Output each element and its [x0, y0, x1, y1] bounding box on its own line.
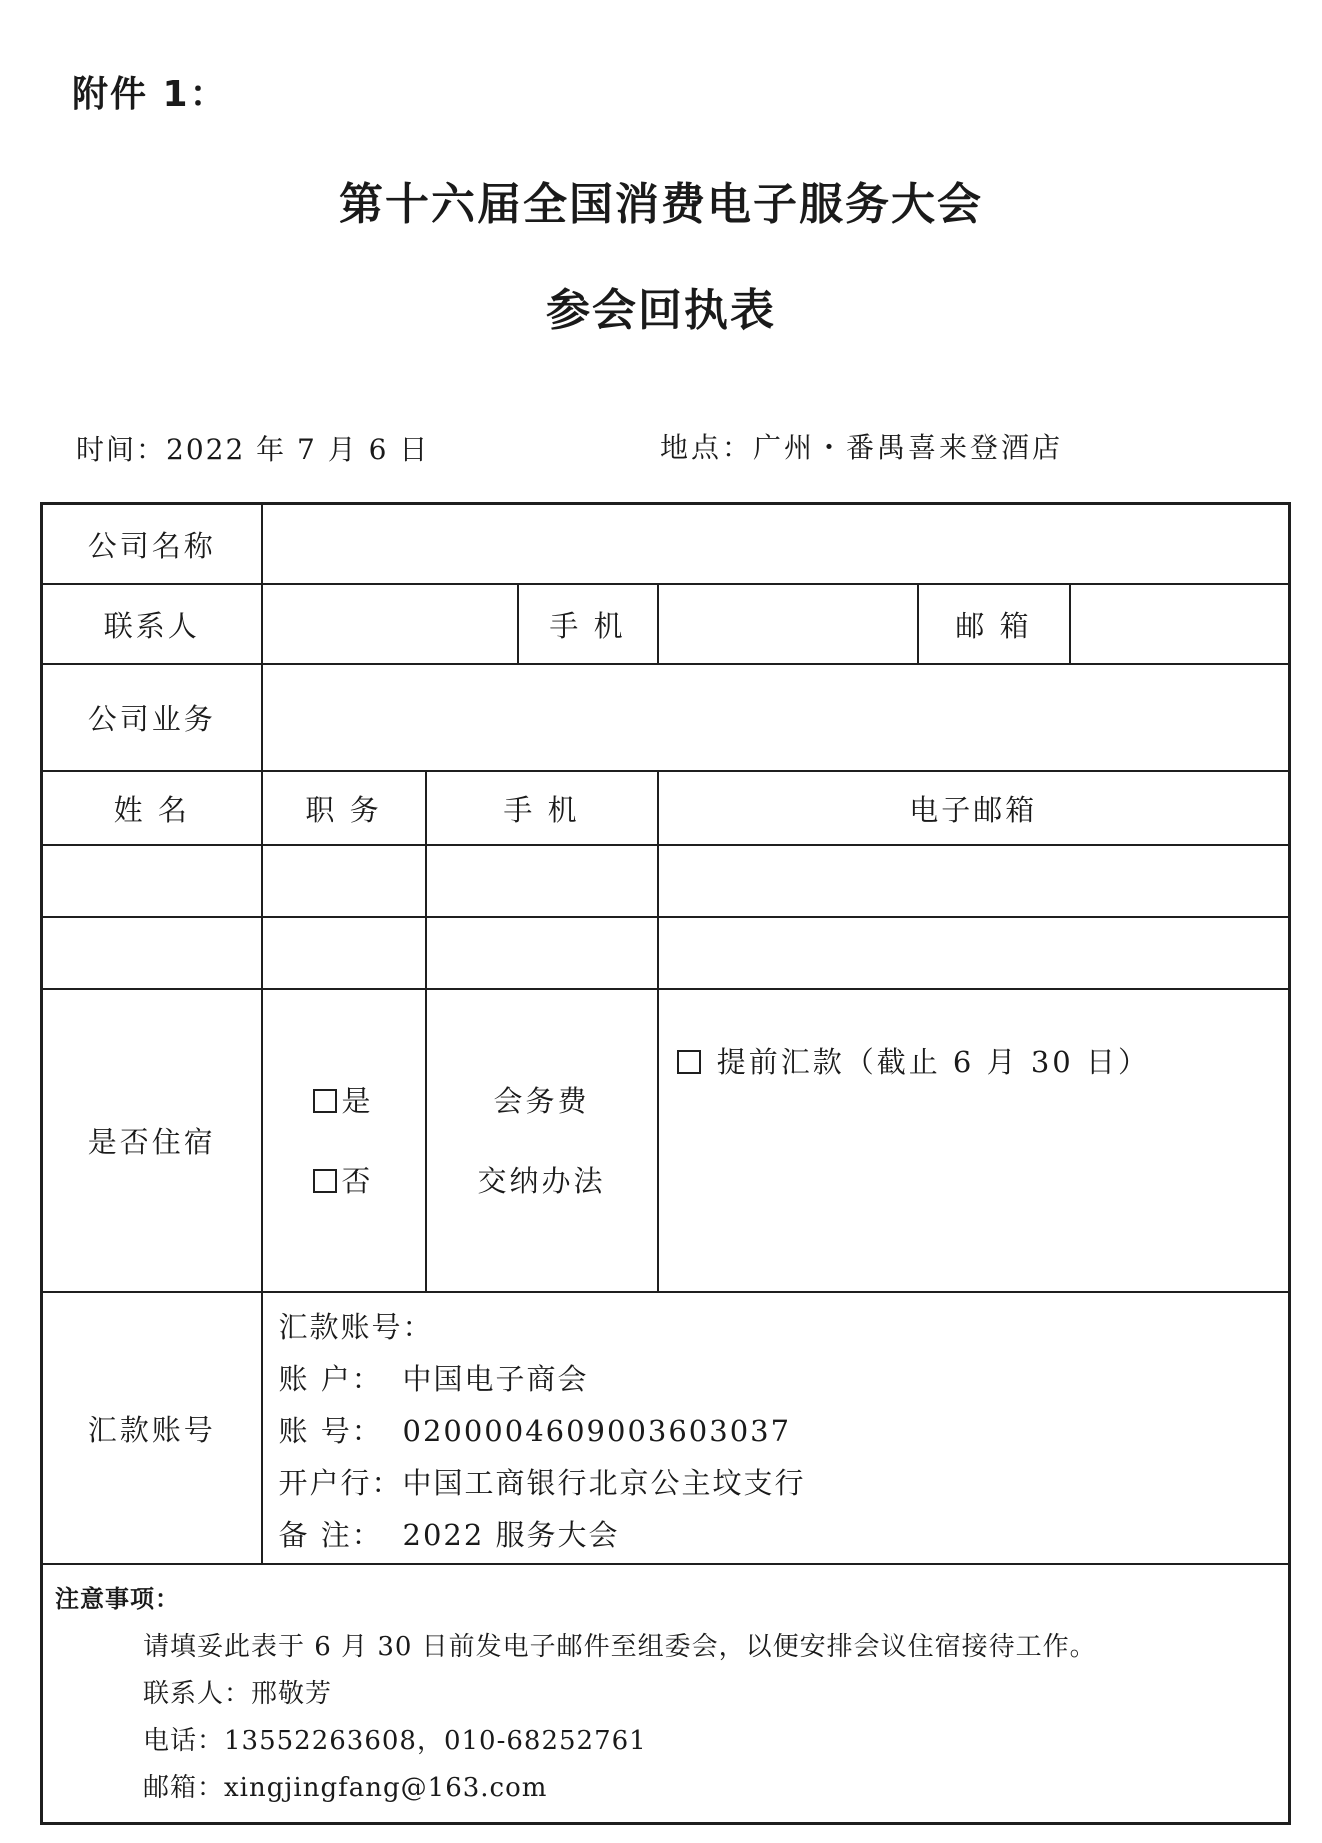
bank-account-name-key: 账 户：	[278, 1362, 383, 1396]
bank-name-line	[279, 1457, 1289, 1509]
bank-row	[42, 1292, 1290, 1564]
business-field[interactable]	[262, 664, 1290, 771]
notes-phone: 电话：13552263608，010-68252761	[143, 1726, 647, 1756]
attachment-label: 附件 1：	[72, 74, 228, 115]
bank-account-name: 中国电子商会	[402, 1362, 589, 1396]
prepay-label: 提前汇款（截止 6 月 30 日）	[716, 1045, 1150, 1079]
attendee-name-field[interactable]	[42, 845, 262, 917]
meeting-time: 时间：2022 年 7 月 6 日	[76, 433, 430, 466]
notes-contact: 联系人：邢敬芳	[143, 1679, 333, 1709]
company-name-field[interactable]	[262, 504, 1290, 585]
attendee-row	[42, 845, 1290, 917]
stay-no-option[interactable]	[263, 1141, 425, 1221]
attendee-email-field[interactable]	[658, 845, 1290, 917]
notes-instruction: 请填妥此表于 6 月 30 日前发电子邮件至组委会，以便安排会议住宿接待工作。	[143, 1632, 1097, 1662]
bank-remark-line	[279, 1509, 1289, 1561]
business-row	[42, 664, 1290, 771]
stay-options	[262, 989, 426, 1292]
notes-title: 注意事项：	[55, 1585, 180, 1613]
checkbox-icon[interactable]	[313, 1089, 337, 1113]
email-field[interactable]	[1070, 584, 1290, 664]
bank-account-name-line	[279, 1353, 1289, 1405]
business-label: 公司业务	[42, 664, 262, 771]
stay-label: 是否住宿	[42, 989, 262, 1292]
bank-account-no-key: 账 号：	[278, 1414, 383, 1448]
attendee-email-header: 电子邮箱	[658, 771, 1290, 845]
attendee-name-field[interactable]	[42, 917, 262, 989]
checkbox-icon[interactable]	[313, 1169, 337, 1193]
phone-field[interactable]	[658, 584, 918, 664]
attendee-position-header: 职 务	[262, 771, 426, 845]
stay-yes-option[interactable]	[263, 1061, 425, 1141]
attendee-position-field[interactable]	[262, 845, 426, 917]
checkbox-icon[interactable]	[677, 1050, 701, 1074]
notes-email: 邮箱：xingjingfang@163.com	[143, 1773, 548, 1803]
email-label: 邮 箱	[918, 584, 1070, 664]
document-subtitle: 参会回执表	[546, 285, 776, 336]
bank-remark-key: 备 注：	[278, 1518, 383, 1552]
bank-remark: 2022 服务大会	[402, 1518, 620, 1552]
attendee-name-header: 姓 名	[42, 771, 262, 845]
notes-section	[42, 1564, 1290, 1824]
attendee-phone-field[interactable]	[426, 917, 658, 989]
contact-label: 联系人	[42, 584, 262, 664]
attendee-position-field[interactable]	[262, 917, 426, 989]
registration-form-table	[40, 502, 1291, 1825]
contact-field[interactable]	[262, 584, 518, 664]
bank-name: 中国工商银行北京公主坟支行	[402, 1466, 806, 1500]
notes-row	[42, 1564, 1290, 1824]
attendee-phone-header: 手 机	[426, 771, 658, 845]
phone-label: 手 机	[518, 584, 658, 664]
bank-account-no-line	[279, 1405, 1289, 1457]
meeting-place: 地点：广州・番禺喜来登酒店	[660, 431, 1064, 464]
attendee-email-field[interactable]	[658, 917, 1290, 989]
company-name-label: 公司名称	[42, 504, 262, 585]
bank-name-key: 开户行：	[278, 1466, 403, 1500]
company-row	[42, 504, 1290, 585]
bank-info	[262, 1292, 1290, 1564]
stay-no-label: 否	[341, 1163, 374, 1198]
accommodation-row	[42, 989, 1290, 1292]
prepay-option[interactable]	[658, 989, 1290, 1292]
contact-row	[42, 584, 1290, 664]
attendee-header-row	[42, 771, 1290, 845]
attendee-phone-field[interactable]	[426, 845, 658, 917]
fee-label-line1: 会务费	[493, 1083, 590, 1118]
bank-label: 汇款账号	[42, 1292, 262, 1564]
stay-yes-label: 是	[341, 1083, 374, 1118]
bank-heading: 汇款账号：	[278, 1310, 434, 1344]
bank-account-no: 0200004609003603037	[402, 1414, 792, 1448]
fee-label-line2: 交纳办法	[477, 1163, 606, 1198]
attendee-row	[42, 917, 1290, 989]
document-title: 第十六届全国消费电子服务大会	[339, 179, 983, 230]
fee-method-label	[426, 989, 658, 1292]
